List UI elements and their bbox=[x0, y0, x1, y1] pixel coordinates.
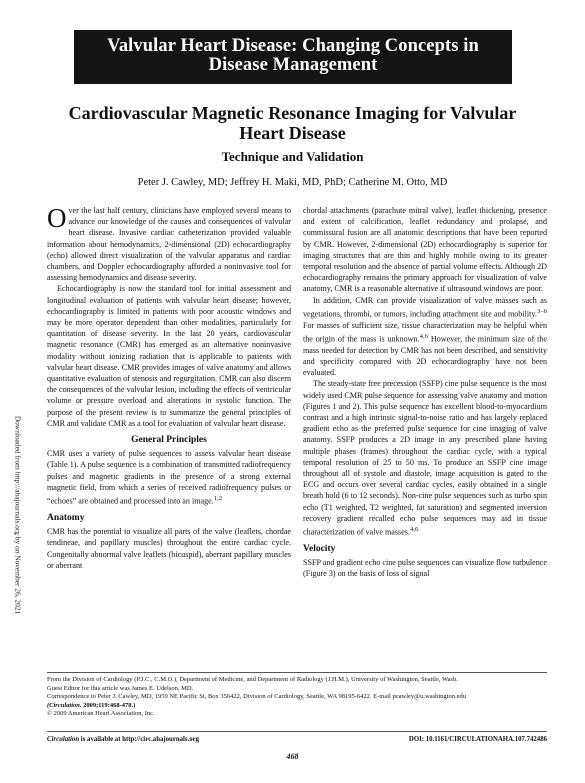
section-heading-velocity: Velocity bbox=[303, 543, 336, 554]
banner-line-2: Disease Management bbox=[208, 55, 378, 75]
paragraph bbox=[47, 448, 291, 507]
banner-line-1: Valvular Heart Disease: Changing Concepts in bbox=[107, 36, 479, 56]
paragraph bbox=[303, 378, 547, 538]
correspondence-note: Correspondence to Peter J. Cawley, MD, 1959 NE Pacific St, Box 356422, Division of Cardiology, Seattle, WA 98195-6422. E-mail pcawley@u.washington.edu bbox=[47, 693, 466, 701]
affiliation-note: From the Division of Cardiology (P.J.C., C.M.O.), Department of Medicine, and Department of Radiology (J.H.M.), University of Washington, Seattle, Wash. bbox=[47, 676, 458, 683]
guest-editor-note: Guest Editor for this article was James E. Udelson, MD. bbox=[47, 684, 194, 692]
doi: DOI: 10.1161/CIRCULATIONAHA.107.742486 bbox=[408, 736, 547, 743]
paragraph-text: The steady-state free precession (SSFP) cine pulse sequence is the most widely used CMR pulse sequence for assessing valve anatomy and motion (Figures 1 and 2). This pulse sequence has excellent blood-to-myocardium contrast and a high intrinsic signal-to-noise ratio and has largely replaced gradient echo as the preferred pulse sequence for cine imaging of valve anatomy. SSFP produces a 2D image in any prescribed plane having multiple phases (frames) throughout the cardiac cycle, with a typical temporal resolution of 25 to 50 ms. To produce an SSFP cine image throughout all of systole and diastole, image acquisition is gated to the ECG and occurs over several cardiac cycles, easily obtained in a single breath hold (6 to 12 seconds). Non-cine pulse sequences such as turbo spin echo (T1 weighted, T2 weighted, fat saturation) and segmented inversion recovery gradient recalled echo pulse sequences may aid in tissue characterization of valve masses. bbox=[303, 379, 547, 537]
journal-name: (Circulation. bbox=[47, 701, 82, 709]
paragraph: chordal attachments (parachute mitral valve), leaflet thickening, presence and extent of calcification, leaflet redundancy and prolapse, and commissural fusion are all anatomic descriptions that have been reported by CMR. However, 2-dimensional (2D) echocardiography is superior for imaging structures that are thin and highly mobile owing to its greater temporal resolution and the absence of partial volume effects. Although 2D echocardiography remains the primary approach for visualization of valve anatomy, CMR is a reasonable alternative if ultrasound windows are poor. bbox=[303, 206, 547, 294]
download-note: Downloaded from http://ahajournals.org by on November 26, 2021 bbox=[13, 415, 23, 615]
citation: 3–6 bbox=[536, 307, 547, 315]
copyright-note: © 2009 American Heart Association, Inc. bbox=[47, 710, 155, 718]
citation: 4,6 bbox=[419, 332, 429, 340]
footnotes bbox=[47, 676, 547, 719]
download-watermark bbox=[13, 390, 23, 640]
paragraph-text: In addition, CMR can provide visualization of valve masses such as vegetations, thrombi, or tumors, including attachment site and mobility. bbox=[303, 295, 547, 319]
drop-cap: O bbox=[47, 203, 67, 233]
paragraph: SSFP and gradient echo cine pulse sequences can visualize flow turbulence (Figure 3) on the basis of loss of signal bbox=[303, 558, 547, 579]
paragraph bbox=[303, 295, 547, 379]
citation-note bbox=[47, 702, 547, 711]
footnote-divider bbox=[47, 672, 547, 673]
availability-note bbox=[47, 736, 199, 743]
citation: 1,2 bbox=[213, 495, 223, 503]
series-banner bbox=[74, 30, 512, 84]
page-number: 468 bbox=[286, 752, 299, 761]
paragraph: CMR has the potential to visualize all parts of the valve (leaflets, chordae tendineae, and papillary muscles) throughout the entire cardiac cycle. Congenitally abnormal valve leaflets (bicuspid), aberrant papillary muscles or aberrant bbox=[47, 527, 291, 570]
paragraph: Echocardiography is now the standard tool for initial assessment and longitudinal evaluation of patients with valvular heart disease; however, echocardiography is limited in patients with poor acoustic windows and may be more operator dependent than other modalities, particularly for quantitation of disease severity. In the last 20 years, cardiovascular magnetic resonance (CMR) has emerged as an alternative noninvasive modality without ionizing radiation that is applicable to patients with valvular heart disease. CMR provides images of valve anatomy and allows quantitative evaluation of stenosis and regurgitation. CMR can also discern the consequences of the valvular lesion, including the effects of ventricular volume or pressure overload and alterations in systolic function. The purpose of the present review is to summarize the general principles of CMR and validate CMR as a tool for evaluation of valvular heart disease. bbox=[47, 284, 291, 428]
right-column bbox=[303, 205, 547, 580]
intro-paragraph bbox=[47, 205, 291, 283]
paragraph-text: However, the minimum size of the mass needed for detection by CMR has not been described, and sensitivity and specificity compared with 2D echocardiography have not been evaluated. bbox=[303, 334, 547, 378]
footer-journal-name: Circulation bbox=[47, 736, 80, 743]
section-heading-general-principles: General Principles bbox=[131, 435, 207, 446]
section-heading-anatomy: Anatomy bbox=[47, 512, 85, 523]
availability-text: is available at http://circ.ahajournals.org bbox=[79, 736, 200, 743]
intro-text: ver the last half century, clinicians have employed several means to advance our knowledge of the causes and consequences of valvular heart disease. Invasive cardiac catheterization provided valuable information about hemodynamics, 2-dimensional (2D) echocardiography (echo) allowed direct visualization of the valvular apparatus and cardiac chambers, and Doppler echocardiography afforded a noninvasive tool for assessing hemodynamics and disease severity. bbox=[47, 206, 291, 283]
article-subtitle: Technique and Validation bbox=[221, 149, 364, 164]
paragraph-text: CMR uses a variety of pulse sequences to assess valvular heart disease (Table 1). A pulse sequence is a combination of transmitted radiofrequency pulses and magnetic gradients in the presence of a strong external magnetic field, from which a series of received radiofrequency pulses or “echoes” are obtained and processed into an image. bbox=[47, 449, 291, 506]
author-list: Peter J. Cawley, MD; Jeffrey H. Maki, MD, PhD; Catherine M. Otto, MD bbox=[137, 177, 448, 188]
paragraph-text: For masses of sufficient size, tissue characterization may be helpful when the origin of the mass is unknown. bbox=[303, 320, 547, 344]
title-line-1: Cardiovascular Magnetic Resonance Imaging for Valvular bbox=[68, 103, 517, 123]
left-column bbox=[47, 205, 291, 571]
article-title bbox=[40, 103, 545, 143]
citation-details: 2009;119:468-478.) bbox=[81, 701, 136, 709]
citation: 4,6 bbox=[409, 526, 419, 534]
footer-divider bbox=[47, 731, 547, 732]
title-line-2: Heart Disease bbox=[239, 123, 346, 143]
